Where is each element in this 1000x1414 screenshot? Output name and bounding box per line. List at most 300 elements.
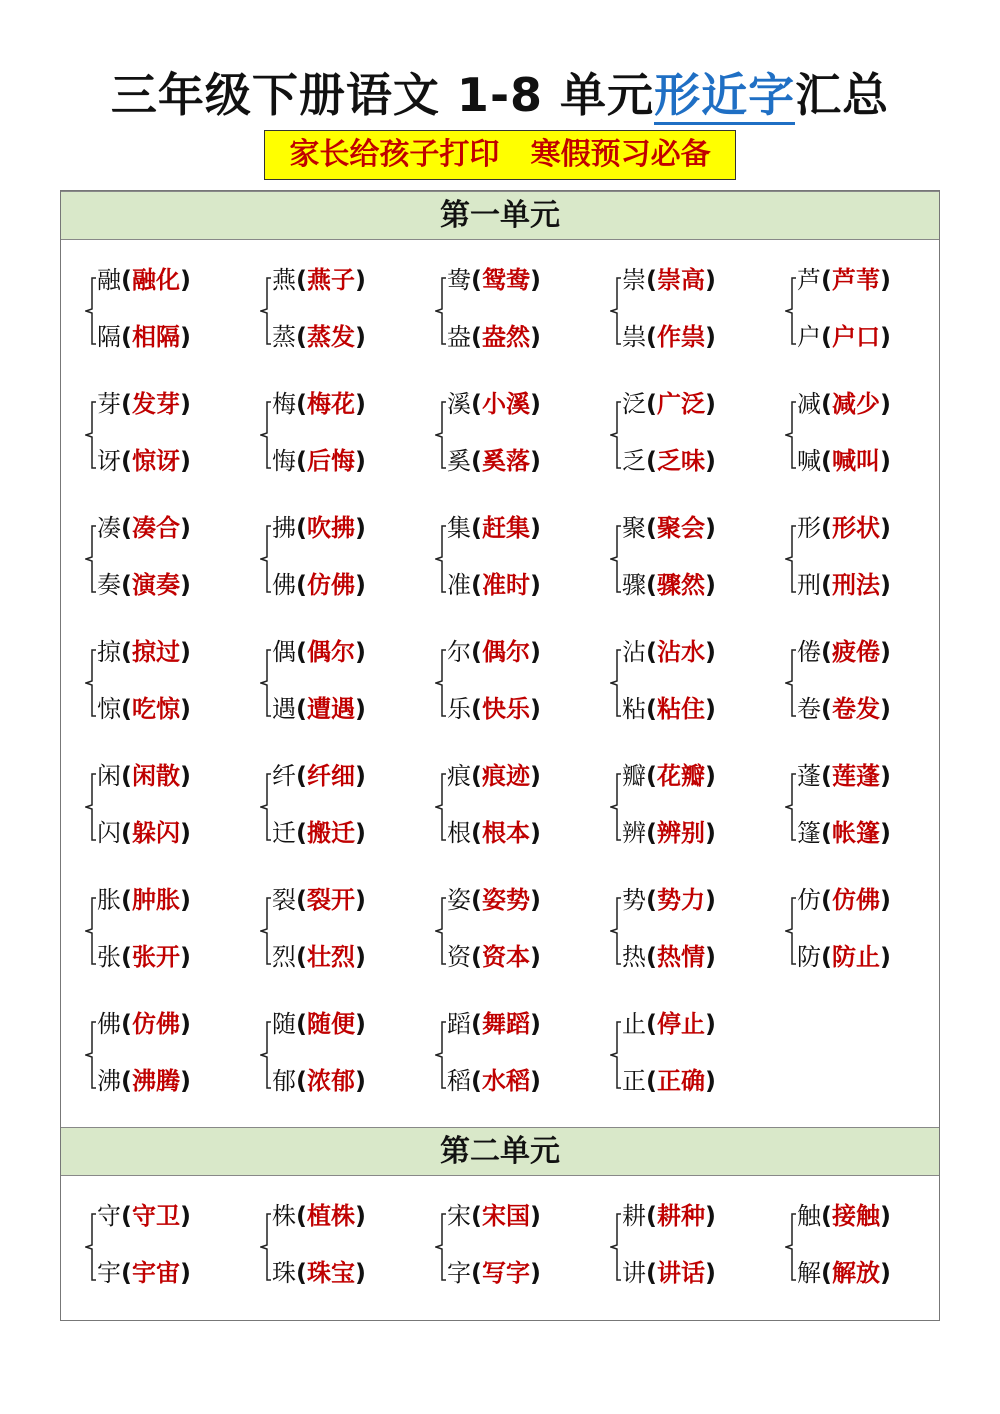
base-char: 蓬 xyxy=(797,762,821,790)
char-entry xyxy=(447,937,541,977)
base-char: 乏 xyxy=(622,447,646,475)
example-word: 后悔 xyxy=(306,447,355,475)
char-pair xyxy=(85,1004,255,1114)
char-entry xyxy=(447,689,541,729)
char-entry xyxy=(797,880,891,920)
example-word: 宋国 xyxy=(481,1202,530,1230)
base-char: 芦 xyxy=(797,266,821,294)
open-paren: ( xyxy=(121,762,132,790)
close-paren: ) xyxy=(879,323,891,351)
base-char: 拂 xyxy=(272,514,296,542)
open-paren: ( xyxy=(646,514,657,542)
base-char: 户 xyxy=(797,323,821,351)
open-paren: ( xyxy=(646,762,657,790)
base-char: 燕 xyxy=(272,266,296,294)
open-paren: ( xyxy=(821,571,832,599)
base-char: 闲 xyxy=(97,762,121,790)
open-paren: ( xyxy=(296,390,307,418)
char-entry xyxy=(447,813,541,853)
close-paren: ) xyxy=(179,762,191,790)
open-paren: ( xyxy=(471,819,482,847)
open-paren: ( xyxy=(121,323,132,351)
base-char: 根 xyxy=(447,819,471,847)
close-paren: ) xyxy=(179,638,191,666)
char-entry xyxy=(97,565,191,605)
base-char: 聚 xyxy=(622,514,646,542)
example-word: 舞蹈 xyxy=(481,1010,530,1038)
open-paren: ( xyxy=(296,1202,307,1230)
char-entry xyxy=(272,689,366,729)
base-char: 悔 xyxy=(272,447,296,475)
base-char: 盎 xyxy=(447,323,471,351)
open-paren: ( xyxy=(296,762,307,790)
close-paren: ) xyxy=(879,514,891,542)
char-entry xyxy=(272,632,366,672)
base-char: 讶 xyxy=(97,447,121,475)
char-entry xyxy=(272,1253,366,1293)
base-char: 乐 xyxy=(447,695,471,723)
open-paren: ( xyxy=(296,323,307,351)
open-paren: ( xyxy=(646,323,657,351)
char-entry xyxy=(622,813,716,853)
char-entry xyxy=(447,317,541,357)
base-char: 随 xyxy=(272,1010,296,1038)
char-entry xyxy=(447,1196,541,1236)
open-paren: ( xyxy=(121,819,132,847)
base-char: 崇 xyxy=(622,266,646,294)
base-char: 沾 xyxy=(622,638,646,666)
char-entry xyxy=(797,384,891,424)
open-paren: ( xyxy=(121,886,132,914)
open-paren: ( xyxy=(296,447,307,475)
close-paren: ) xyxy=(354,447,366,475)
char-entry xyxy=(272,756,366,796)
base-char: 减 xyxy=(797,390,821,418)
char-entry xyxy=(272,880,366,920)
base-char: 势 xyxy=(622,886,646,914)
open-paren: ( xyxy=(471,1067,482,1095)
char-entry xyxy=(272,317,366,357)
base-char: 篷 xyxy=(797,819,821,847)
char-entry xyxy=(447,260,541,300)
example-word: 偶尔 xyxy=(481,638,530,666)
char-entry xyxy=(447,384,541,424)
base-char: 防 xyxy=(797,943,821,971)
example-word: 小溪 xyxy=(481,390,530,418)
char-entry xyxy=(622,317,716,357)
example-word: 户口 xyxy=(831,323,880,351)
example-word: 相隔 xyxy=(131,323,180,351)
example-word: 沾水 xyxy=(656,638,705,666)
char-entry xyxy=(447,880,541,920)
base-char: 胀 xyxy=(97,886,121,914)
char-entry xyxy=(797,317,891,357)
char-pair xyxy=(260,1196,430,1306)
char-pair xyxy=(610,880,780,990)
open-paren: ( xyxy=(296,1010,307,1038)
close-paren: ) xyxy=(179,266,191,294)
base-char: 惊 xyxy=(97,695,121,723)
example-word: 水稻 xyxy=(481,1067,530,1095)
page-title xyxy=(0,62,1000,128)
close-paren: ) xyxy=(179,390,191,418)
example-word: 蒸发 xyxy=(306,323,355,351)
open-paren: ( xyxy=(121,266,132,294)
example-word: 鸳鸯 xyxy=(481,266,530,294)
base-char: 姿 xyxy=(447,886,471,914)
open-paren: ( xyxy=(296,514,307,542)
close-paren: ) xyxy=(879,1202,891,1230)
base-char: 讲 xyxy=(622,1259,646,1287)
char-entry xyxy=(797,689,891,729)
base-char: 倦 xyxy=(797,638,821,666)
base-char: 喊 xyxy=(797,447,821,475)
char-pair xyxy=(435,1196,605,1306)
close-paren: ) xyxy=(704,1202,716,1230)
char-entry xyxy=(622,441,716,481)
base-char: 辨 xyxy=(622,819,646,847)
example-word: 偶尔 xyxy=(306,638,355,666)
base-char: 止 xyxy=(622,1010,646,1038)
char-pair xyxy=(785,632,955,742)
char-entry xyxy=(447,508,541,548)
example-word: 减少 xyxy=(831,390,880,418)
char-entry xyxy=(797,937,891,977)
base-char: 解 xyxy=(797,1259,821,1287)
close-paren: ) xyxy=(529,762,541,790)
close-paren: ) xyxy=(179,943,191,971)
open-paren: ( xyxy=(296,266,307,294)
close-paren: ) xyxy=(179,695,191,723)
char-entry xyxy=(447,1253,541,1293)
example-word: 宇宙 xyxy=(131,1259,180,1287)
unit-header-1: 第一单元 xyxy=(61,191,939,240)
close-paren: ) xyxy=(354,1067,366,1095)
open-paren: ( xyxy=(471,886,482,914)
open-paren: ( xyxy=(121,1202,132,1230)
char-entry xyxy=(797,260,891,300)
example-word: 停止 xyxy=(656,1010,705,1038)
char-entry xyxy=(447,756,541,796)
open-paren: ( xyxy=(646,1202,657,1230)
open-paren: ( xyxy=(646,1067,657,1095)
char-entry xyxy=(797,565,891,605)
base-char: 尔 xyxy=(447,638,471,666)
example-word: 演奏 xyxy=(131,571,180,599)
char-pair xyxy=(785,384,955,494)
base-char: 芽 xyxy=(97,390,121,418)
example-word: 写字 xyxy=(481,1259,530,1287)
open-paren: ( xyxy=(646,266,657,294)
base-char: 祟 xyxy=(622,323,646,351)
close-paren: ) xyxy=(529,886,541,914)
base-char: 卷 xyxy=(797,695,821,723)
open-paren: ( xyxy=(821,695,832,723)
char-entry xyxy=(272,937,366,977)
base-char: 融 xyxy=(97,266,121,294)
base-char: 泛 xyxy=(622,390,646,418)
base-char: 稻 xyxy=(447,1067,471,1095)
example-word: 痕迹 xyxy=(481,762,530,790)
close-paren: ) xyxy=(179,1202,191,1230)
char-pair xyxy=(435,880,605,990)
close-paren: ) xyxy=(354,1202,366,1230)
open-paren: ( xyxy=(646,447,657,475)
open-paren: ( xyxy=(821,390,832,418)
close-paren: ) xyxy=(704,266,716,294)
char-entry xyxy=(447,1004,541,1044)
base-char: 刑 xyxy=(797,571,821,599)
close-paren: ) xyxy=(704,514,716,542)
close-paren: ) xyxy=(529,819,541,847)
close-paren: ) xyxy=(354,819,366,847)
close-paren: ) xyxy=(879,390,891,418)
char-entry xyxy=(447,632,541,672)
char-entry xyxy=(797,441,891,481)
char-pair xyxy=(785,1196,955,1306)
char-pair xyxy=(85,632,255,742)
open-paren: ( xyxy=(646,819,657,847)
close-paren: ) xyxy=(179,819,191,847)
example-word: 仿佛 xyxy=(306,571,355,599)
close-paren: ) xyxy=(529,1202,541,1230)
close-paren: ) xyxy=(529,390,541,418)
example-word: 作祟 xyxy=(656,323,705,351)
example-word: 凑合 xyxy=(131,514,180,542)
open-paren: ( xyxy=(471,943,482,971)
example-word: 根本 xyxy=(481,819,530,847)
close-paren: ) xyxy=(179,447,191,475)
base-char: 骤 xyxy=(622,571,646,599)
close-paren: ) xyxy=(879,886,891,914)
char-pair xyxy=(435,508,605,618)
close-paren: ) xyxy=(179,1067,191,1095)
open-paren: ( xyxy=(821,638,832,666)
close-paren: ) xyxy=(529,514,541,542)
base-char: 掠 xyxy=(97,638,121,666)
open-paren: ( xyxy=(471,571,482,599)
open-paren: ( xyxy=(121,390,132,418)
example-word: 赶集 xyxy=(481,514,530,542)
close-paren: ) xyxy=(879,447,891,475)
close-paren: ) xyxy=(354,514,366,542)
char-entry xyxy=(447,565,541,605)
open-paren: ( xyxy=(296,1067,307,1095)
open-paren: ( xyxy=(296,1259,307,1287)
example-word: 资本 xyxy=(481,943,530,971)
open-paren: ( xyxy=(471,1202,482,1230)
char-entry xyxy=(272,813,366,853)
close-paren: ) xyxy=(879,943,891,971)
example-word: 搬迁 xyxy=(306,819,355,847)
close-paren: ) xyxy=(354,943,366,971)
char-pair xyxy=(85,756,255,866)
example-word: 吃惊 xyxy=(131,695,180,723)
example-word: 躲闪 xyxy=(131,819,180,847)
char-entry xyxy=(622,1253,716,1293)
base-char: 株 xyxy=(272,1202,296,1230)
open-paren: ( xyxy=(821,266,832,294)
close-paren: ) xyxy=(704,886,716,914)
close-paren: ) xyxy=(529,695,541,723)
base-char: 迁 xyxy=(272,819,296,847)
char-entry xyxy=(622,1004,716,1044)
open-paren: ( xyxy=(646,1010,657,1038)
close-paren: ) xyxy=(179,1010,191,1038)
open-paren: ( xyxy=(471,514,482,542)
char-entry xyxy=(272,441,366,481)
char-pair xyxy=(435,384,605,494)
open-paren: ( xyxy=(646,695,657,723)
title-part2: 汇总 xyxy=(795,68,890,122)
example-word: 珠宝 xyxy=(306,1259,355,1287)
char-pair xyxy=(435,260,605,370)
char-entry xyxy=(797,756,891,796)
close-paren: ) xyxy=(529,638,541,666)
open-paren: ( xyxy=(121,447,132,475)
close-paren: ) xyxy=(179,886,191,914)
close-paren: ) xyxy=(704,819,716,847)
char-entry xyxy=(97,880,191,920)
close-paren: ) xyxy=(354,638,366,666)
open-paren: ( xyxy=(646,886,657,914)
open-paren: ( xyxy=(646,390,657,418)
close-paren: ) xyxy=(529,266,541,294)
close-paren: ) xyxy=(354,886,366,914)
example-word: 遭遇 xyxy=(306,695,355,723)
char-entry xyxy=(447,1061,541,1101)
example-word: 卷发 xyxy=(831,695,880,723)
char-pair xyxy=(85,880,255,990)
example-word: 裂开 xyxy=(306,886,355,914)
example-word: 粘住 xyxy=(656,695,705,723)
title-part1: 三年级下册语文 1-8 单元 xyxy=(110,68,655,122)
example-word: 形状 xyxy=(831,514,880,542)
close-paren: ) xyxy=(529,943,541,971)
example-word: 耕种 xyxy=(656,1202,705,1230)
example-word: 植株 xyxy=(306,1202,355,1230)
base-char: 字 xyxy=(447,1259,471,1287)
example-word: 辨别 xyxy=(656,819,705,847)
example-word: 融化 xyxy=(131,266,180,294)
example-word: 吹拂 xyxy=(306,514,355,542)
char-pair xyxy=(85,260,255,370)
char-entry xyxy=(272,508,366,548)
open-paren: ( xyxy=(646,1259,657,1287)
open-paren: ( xyxy=(296,571,307,599)
close-paren: ) xyxy=(354,323,366,351)
example-word: 肿胀 xyxy=(131,886,180,914)
base-char: 准 xyxy=(447,571,471,599)
close-paren: ) xyxy=(879,266,891,294)
example-word: 热情 xyxy=(656,943,705,971)
char-entry xyxy=(97,317,191,357)
close-paren: ) xyxy=(704,638,716,666)
close-paren: ) xyxy=(704,571,716,599)
example-word: 聚会 xyxy=(656,514,705,542)
char-pair xyxy=(610,1196,780,1306)
open-paren: ( xyxy=(471,266,482,294)
open-paren: ( xyxy=(121,514,132,542)
unit-header-2: 第二单元 xyxy=(61,1127,939,1176)
example-word: 快乐 xyxy=(481,695,530,723)
open-paren: ( xyxy=(821,943,832,971)
open-paren: ( xyxy=(821,762,832,790)
open-paren: ( xyxy=(821,886,832,914)
open-paren: ( xyxy=(121,1259,132,1287)
char-entry xyxy=(272,260,366,300)
char-pair xyxy=(260,508,430,618)
example-word: 仿佛 xyxy=(131,1010,180,1038)
open-paren: ( xyxy=(296,695,307,723)
close-paren: ) xyxy=(704,323,716,351)
char-pair xyxy=(610,632,780,742)
open-paren: ( xyxy=(471,762,482,790)
close-paren: ) xyxy=(529,571,541,599)
open-paren: ( xyxy=(471,390,482,418)
char-pair xyxy=(785,756,955,866)
char-entry xyxy=(97,689,191,729)
close-paren: ) xyxy=(704,1259,716,1287)
example-word: 仿佛 xyxy=(831,886,880,914)
close-paren: ) xyxy=(704,447,716,475)
close-paren: ) xyxy=(179,323,191,351)
char-entry xyxy=(447,441,541,481)
open-paren: ( xyxy=(821,514,832,542)
char-entry xyxy=(622,937,716,977)
char-pair xyxy=(435,632,605,742)
char-pair xyxy=(260,260,430,370)
char-entry xyxy=(622,632,716,672)
char-entry xyxy=(97,260,191,300)
example-word: 势力 xyxy=(656,886,705,914)
char-pair xyxy=(85,508,255,618)
char-pair xyxy=(610,260,780,370)
base-char: 溪 xyxy=(447,390,471,418)
char-entry xyxy=(97,508,191,548)
example-word: 乏味 xyxy=(656,447,705,475)
char-pair xyxy=(785,880,955,990)
open-paren: ( xyxy=(121,571,132,599)
base-char: 梅 xyxy=(272,390,296,418)
close-paren: ) xyxy=(704,762,716,790)
open-paren: ( xyxy=(296,943,307,971)
close-paren: ) xyxy=(704,1067,716,1095)
char-entry xyxy=(97,1004,191,1044)
open-paren: ( xyxy=(821,1202,832,1230)
char-entry xyxy=(622,384,716,424)
example-word: 掠过 xyxy=(131,638,180,666)
example-word: 接触 xyxy=(831,1202,880,1230)
open-paren: ( xyxy=(471,1010,482,1038)
close-paren: ) xyxy=(354,266,366,294)
base-char: 沸 xyxy=(97,1067,121,1095)
open-paren: ( xyxy=(821,447,832,475)
open-paren: ( xyxy=(471,323,482,351)
example-word: 花瓣 xyxy=(656,762,705,790)
open-paren: ( xyxy=(821,819,832,847)
open-paren: ( xyxy=(646,571,657,599)
base-char: 瓣 xyxy=(622,762,646,790)
example-word: 莲蓬 xyxy=(831,762,880,790)
char-entry xyxy=(622,508,716,548)
char-pair xyxy=(260,632,430,742)
example-word: 姿势 xyxy=(481,886,530,914)
subtitle-banner: 家长给孩子打印 寒假预习必备 xyxy=(264,130,736,180)
base-char: 佛 xyxy=(97,1010,121,1038)
example-word: 纤细 xyxy=(306,762,355,790)
char-pair xyxy=(610,756,780,866)
